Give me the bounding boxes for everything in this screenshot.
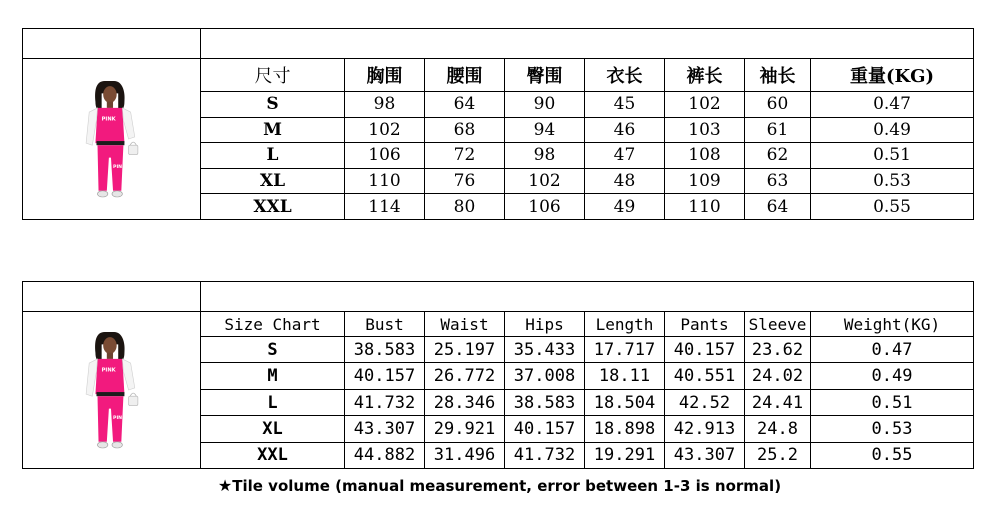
measurement-note-text: Tile volume (manual measurement, error between 1-3 is normal): [232, 477, 782, 495]
header-size: 尺寸: [201, 59, 345, 92]
header-sleeve: Sleeve: [745, 312, 811, 337]
table-cell: 24.8: [745, 416, 811, 442]
table-cell: 98: [505, 143, 585, 169]
table-cell: 25.197: [425, 337, 505, 363]
size-cell: XL: [201, 416, 345, 442]
table-cell: 103: [665, 117, 745, 143]
table-cell: 72: [425, 143, 505, 169]
table-cell: 45: [585, 91, 665, 117]
table-cell: 0.55: [811, 194, 974, 220]
header-row: [23, 312, 974, 337]
table-cell: 64: [425, 91, 505, 117]
table-cell: 26.772: [425, 363, 505, 389]
table-cell: 24.41: [745, 389, 811, 415]
table-cell: 43.307: [665, 442, 745, 468]
size-cell: L: [201, 143, 345, 169]
header-size: Size Chart: [201, 312, 345, 337]
table-cell: 43.307: [345, 416, 425, 442]
table-cell: 80: [425, 194, 505, 220]
table-cell: 0.47: [811, 91, 974, 117]
table-cell: 40.157: [505, 416, 585, 442]
table-cell: 114: [345, 194, 425, 220]
table-cell: 44.882: [345, 442, 425, 468]
table-cell: 98: [345, 91, 425, 117]
table-top-row: [23, 282, 974, 312]
header-weight: Weight(KG): [811, 312, 974, 337]
size-cell: S: [201, 91, 345, 117]
table-cell: 0.47: [811, 337, 974, 363]
size-chart-cn: [22, 28, 974, 220]
title-cell: [201, 282, 974, 312]
table-cell: 38.583: [345, 337, 425, 363]
table-cell: 41.732: [505, 442, 585, 468]
table-cell: 106: [345, 143, 425, 169]
table-cell: 110: [665, 194, 745, 220]
table-top-row: [23, 29, 974, 59]
table-cell: 61: [745, 117, 811, 143]
table-cell: 25.2: [745, 442, 811, 468]
size-cell: M: [201, 363, 345, 389]
table-cell: 94: [505, 117, 585, 143]
photo-header-cell: [23, 282, 201, 312]
table-cell: 64: [745, 194, 811, 220]
size-cell: XXL: [201, 442, 345, 468]
header-bust: 胸围: [345, 59, 425, 92]
size-cell: XL: [201, 168, 345, 194]
table-cell: 0.53: [811, 168, 974, 194]
table-cell: 17.717: [585, 337, 665, 363]
size-cell: L: [201, 389, 345, 415]
model-photo-image: [83, 63, 141, 215]
size-cell: M: [201, 117, 345, 143]
table-cell: 28.346: [425, 389, 505, 415]
table-cell: 0.49: [811, 117, 974, 143]
table-cell: 0.51: [811, 389, 974, 415]
header-bust: Bust: [345, 312, 425, 337]
table-cell: 60: [745, 91, 811, 117]
header-waist: Waist: [425, 312, 505, 337]
header-length: 衣长: [585, 59, 665, 92]
table-cell: 29.921: [425, 416, 505, 442]
table-cell: 110: [345, 168, 425, 194]
table-cell: 102: [345, 117, 425, 143]
table-cell: 0.51: [811, 143, 974, 169]
table-cell: 90: [505, 91, 585, 117]
table-cell: 42.913: [665, 416, 745, 442]
table-cell: 23.62: [745, 337, 811, 363]
table-cell: 108: [665, 143, 745, 169]
size-chart-en: [22, 281, 974, 469]
table-cell: 76: [425, 168, 505, 194]
table-cell: 35.433: [505, 337, 585, 363]
table-cell: 62: [745, 143, 811, 169]
size-cell: XXL: [201, 194, 345, 220]
size-table-en: [22, 281, 974, 469]
table-cell: 63: [745, 168, 811, 194]
table-cell: 102: [665, 91, 745, 117]
photo-header-cell: [23, 29, 201, 59]
model-photo: [23, 312, 201, 469]
table-cell: 18.11: [585, 363, 665, 389]
table-cell: 41.732: [345, 389, 425, 415]
model-photo: [23, 59, 201, 220]
table-cell: 46: [585, 117, 665, 143]
header-length: Length: [585, 312, 665, 337]
table-cell: 40.551: [665, 363, 745, 389]
table-cell: 37.008: [505, 363, 585, 389]
header-pants: 裤长: [665, 59, 745, 92]
model-photo-image: [83, 316, 141, 464]
header-row: [23, 59, 974, 92]
table-cell: 68: [425, 117, 505, 143]
table-cell: 0.53: [811, 416, 974, 442]
table-cell: 48: [585, 168, 665, 194]
table-cell: 42.52: [665, 389, 745, 415]
table-cell: 109: [665, 168, 745, 194]
table-cell: 19.291: [585, 442, 665, 468]
table-cell: 18.898: [585, 416, 665, 442]
header-pants: Pants: [665, 312, 745, 337]
table-cell: 102: [505, 168, 585, 194]
table-cell: 106: [505, 194, 585, 220]
table-cell: 47: [585, 143, 665, 169]
table-cell: 40.157: [345, 363, 425, 389]
header-hips: 臀围: [505, 59, 585, 92]
table-cell: 24.02: [745, 363, 811, 389]
size-table-cn: [22, 28, 974, 220]
table-cell: 49: [585, 194, 665, 220]
table-cell: 38.583: [505, 389, 585, 415]
table-cell: 0.49: [811, 363, 974, 389]
measurement-note: [0, 476, 999, 495]
star-icon: ★: [217, 476, 233, 495]
header-hips: Hips: [505, 312, 585, 337]
header-waist: 腰围: [425, 59, 505, 92]
table-cell: 0.55: [811, 442, 974, 468]
table-cell: 31.496: [425, 442, 505, 468]
table-cell: 40.157: [665, 337, 745, 363]
size-cell: S: [201, 337, 345, 363]
header-sleeve: 袖长: [745, 59, 811, 92]
table-cell: 18.504: [585, 389, 665, 415]
header-weight: 重量(KG): [811, 59, 974, 92]
title-cell: [201, 29, 974, 59]
